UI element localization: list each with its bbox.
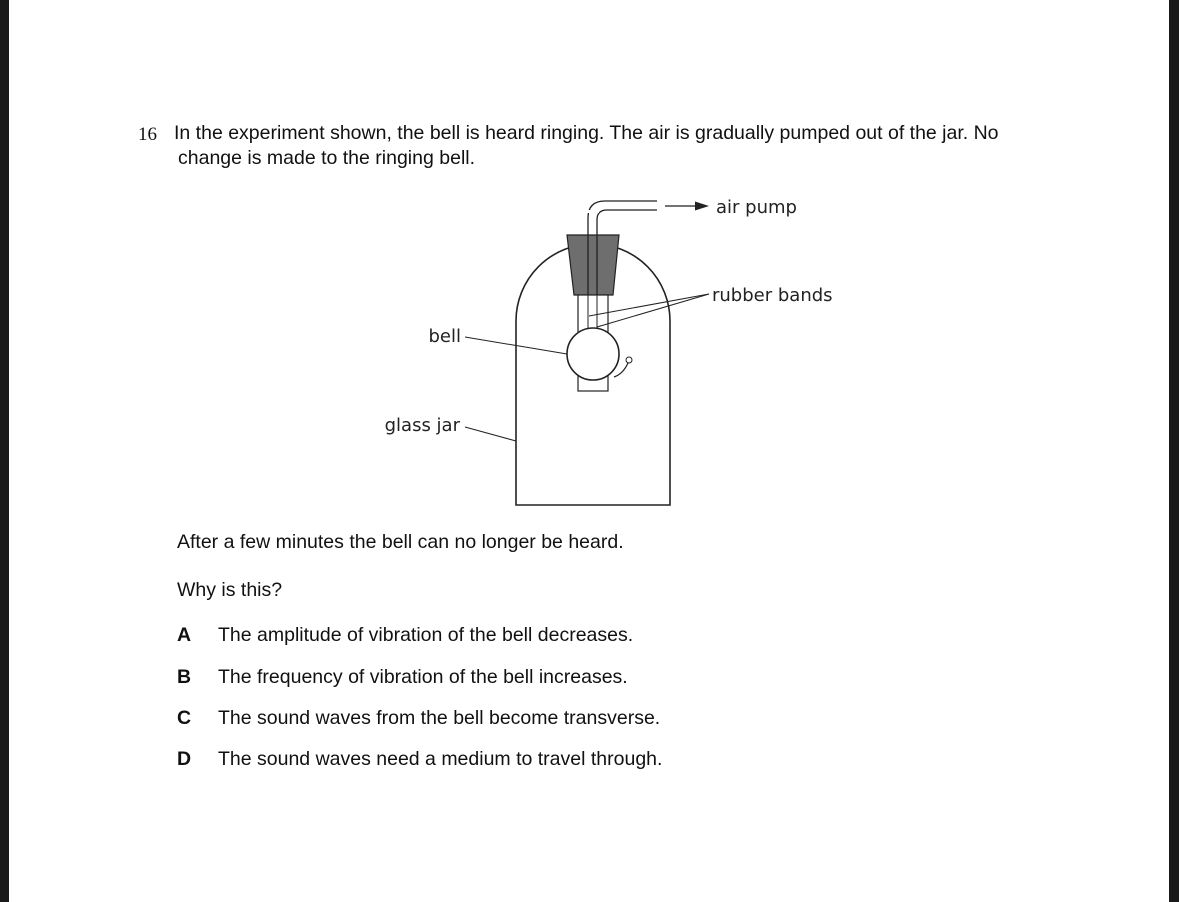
- rubber-bands-leader: [597, 294, 709, 327]
- option-a[interactable]: [177, 624, 633, 647]
- option-text: The sound waves need a medium to travel through.: [218, 748, 663, 770]
- after-text: After a few minutes the bell can no longer be heard.: [177, 531, 624, 553]
- option-letter: B: [177, 666, 192, 688]
- option-letter: A: [177, 624, 192, 646]
- option-letter: C: [177, 707, 192, 729]
- rubber-stopper: [567, 235, 619, 295]
- label-rubber-bands: rubber bands: [712, 285, 833, 306]
- question-number: 16: [138, 124, 157, 145]
- option-text: The sound waves from the bell become transverse.: [218, 707, 661, 729]
- question-prompt: Why is this?: [177, 579, 283, 601]
- exam-page: [9, 0, 1169, 902]
- tube-gap: [587, 210, 599, 213]
- glass-jar-leader: [465, 427, 516, 441]
- question-stem-line2: change is made to the ringing bell.: [178, 147, 476, 169]
- air-pump-arrow-head: [695, 202, 709, 211]
- option-c[interactable]: [177, 707, 660, 730]
- option-letter: D: [177, 748, 192, 770]
- label-air-pump: air pump: [716, 197, 797, 218]
- bell: [567, 328, 619, 380]
- label-glass-jar: glass jar: [384, 415, 460, 436]
- question-stem-line1: In the experiment shown, the bell is heard ringing. The air is gradually pumped out of the jar. No: [174, 122, 999, 144]
- option-text: The frequency of vibration of the bell increases.: [218, 666, 628, 688]
- option-text: The amplitude of vibration of the bell decreases.: [218, 624, 634, 646]
- option-b[interactable]: [177, 666, 628, 689]
- bell-hammer: [626, 357, 632, 363]
- label-bell: bell: [428, 326, 461, 347]
- option-d[interactable]: [177, 748, 662, 771]
